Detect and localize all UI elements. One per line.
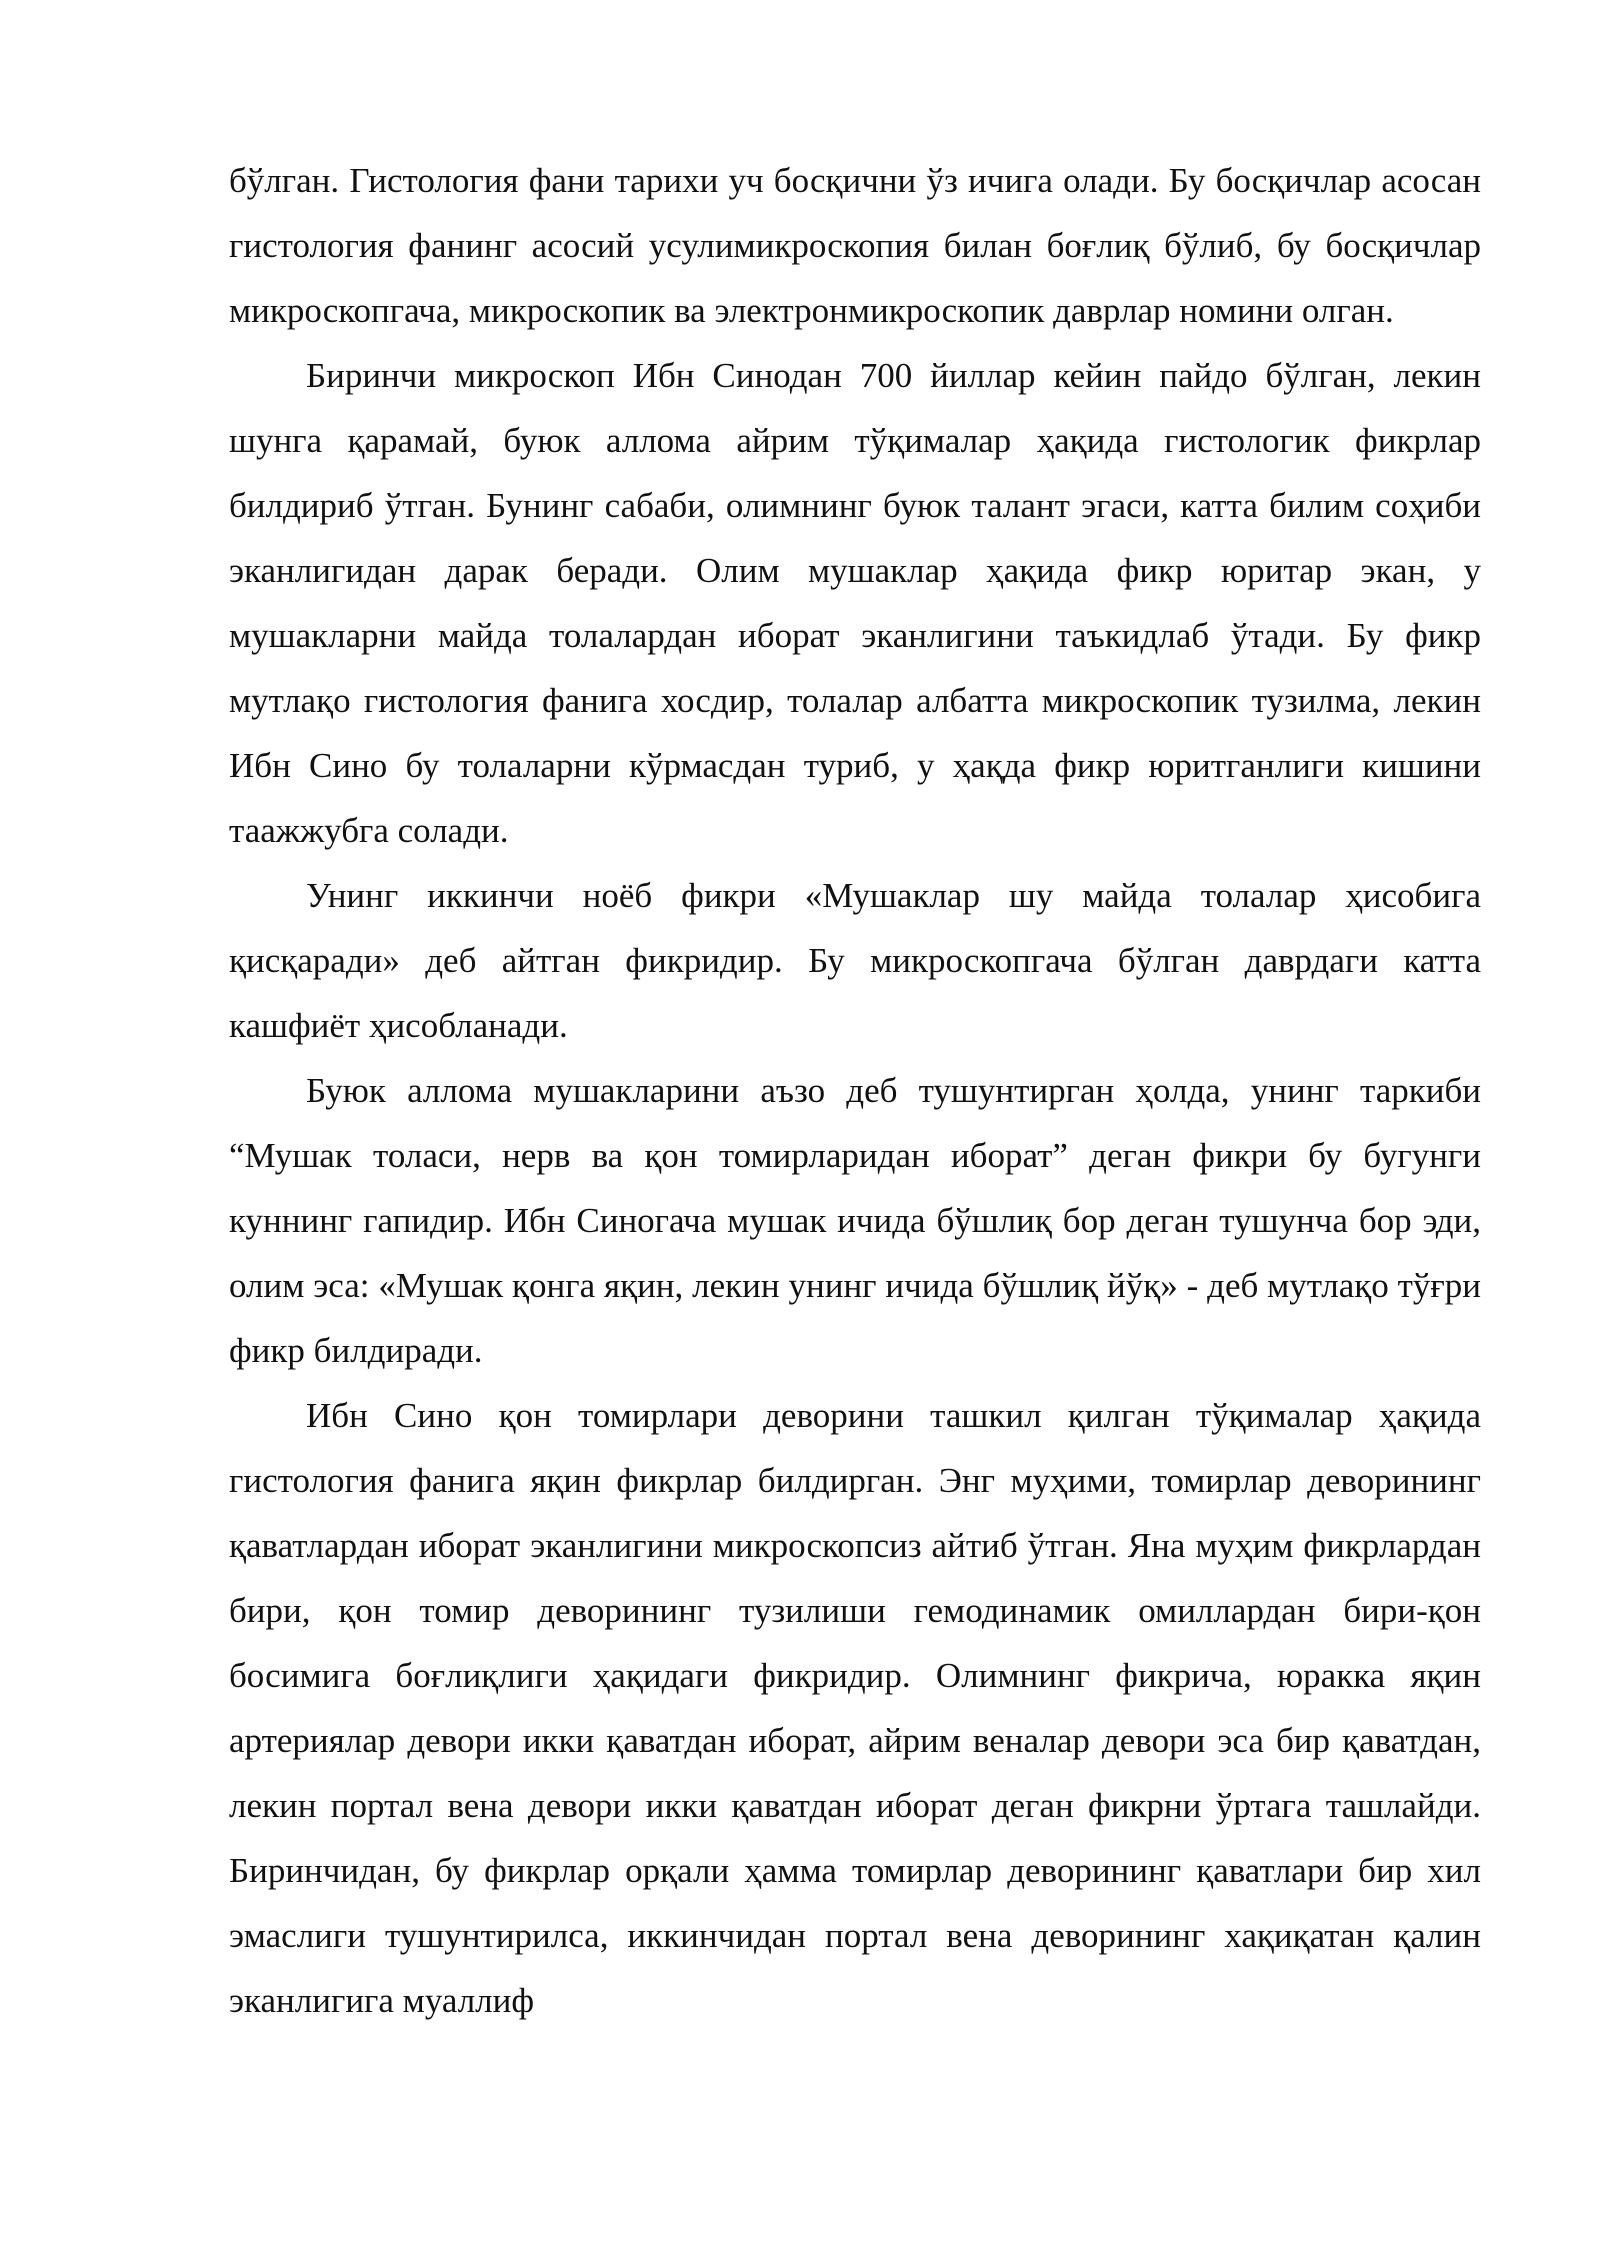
paragraph-5: Ибн Сино қон томирлари деворини ташкил қилган тўқималар ҳақида гистология фанига яқин фикрлар билдирган. Энг муҳими, томирлар деворининг қаватлардан иборат эканлигини микроскопсиз айтиб ўтган. Яна муҳим фикрлардан бири, қон томир деворининг тузилиши гемодинамик омиллардан бири-қон босимига боғлиқлиги ҳақидаги фикридир. Олимнинг фикрича, юракка яқин артериялар девори икки қаватдан иборат, айрим веналар девори эса бир қаватдан, лекин портал вена девори икки қаватдан иборат деган фикрни ўртага ташлайди. Биринчидан, бу фикрлар орқали ҳамма томирлар деворининг қаватлари бир хил эмаслиги тушунтирилса, иккинчидан портал вена деворининг хақиқатан қалин эканлигига муаллиф (229, 1396, 1481, 2020)
document-page (229, 148, 1481, 2033)
paragraph-2: Биринчи микроскоп Ибн Синодан 700 йиллар кейин пайдо бўлган, лекин шунга қарамай, буюк аллома айрим тўқималар ҳақида гистологик фикрлар билдириб ўтган. Бунинг сабаби, олимнинг буюк талант эгаси, катта билим соҳиби эканлигидан дарак беради. Олим мушаклар ҳақида фикр юритар экан, у мушакларни майда толалардан иборат эканлигини таъкидлаб ўтади. Бу фикр мутлақо гистология фанига хосдир, толалар албатта микроскопик тузилма, лекин Ибн Сино бу толаларни кўрмасдан туриб, у ҳақда фикр юритганлиги кишини таажжубга солади. (229, 356, 1481, 850)
paragraph-3: Унинг иккинчи ноёб фикри «Мушаклар шу майда толалар ҳисобига қисқаради» деб айтган фикридир. Бу микроскопгача бўлган даврдаги катта кашфиёт ҳисобланади. (229, 876, 1481, 1045)
paragraph-4: Буюк аллома мушакларини аъзо деб тушунтирган ҳолда, унинг таркиби “Мушак толаси, нерв ва қон томирларидан иборат” деган фикри бу бугунги куннинг гапидир. Ибн Синогача мушак ичида бўшлиқ бор деган тушунча бор эди, олим эса: «Мушак қонга яқин, лекин унинг ичида бўшлиқ йўқ» - деб мутлақо тўғри фикр билдиради. (229, 1071, 1481, 1370)
paragraph-1: бўлган. Гистология фани тарихи уч босқични ўз ичига олади. Бу босқичлар асосан гистология фанинг асосий усулимикроскопия билан боғлиқ бўлиб, бу босқичлар микроскопгача, микроскопик ва электронмикроскопик даврлар номини олган. (229, 161, 1481, 330)
